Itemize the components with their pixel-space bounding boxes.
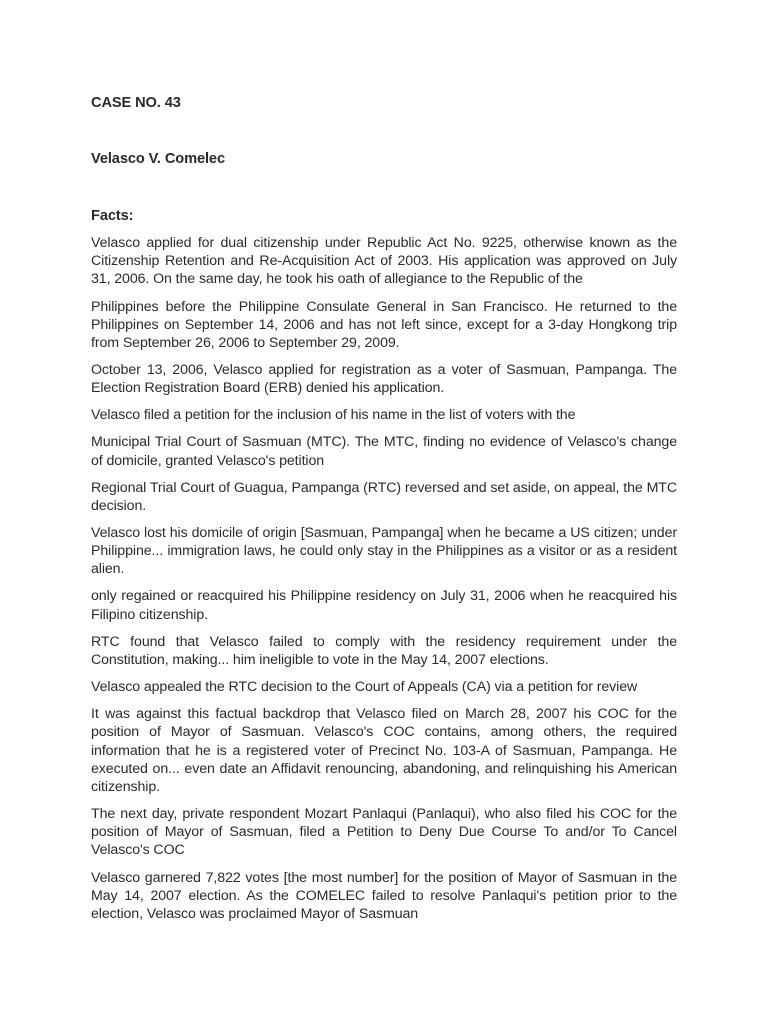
paragraph: Velasco applied for dual citizenship under Republic Act No. 9225, otherwise known as the Citizenship Retention and Re-Acquisition Act of 2003. His application was approved on July 31, 2006. On the same day, he took his oath of allegiance to the Republic of the	[91, 235, 677, 288]
paragraph: The next day, private respondent Mozart Panlaqui (Panlaqui), who also filed his COC for the position of Mayor of Sasmuan, filed a Petition to Deny Due Course To and/or To Cancel Velasco's COC	[91, 806, 677, 859]
paragraph: Velasco garnered 7,822 votes [the most number] for the position of Mayor of Sasmuan in the May 14, 2007 election. As the COMELEC failed to resolve Panlaqui's petition prior to the election, Velasco was proclaimed Mayor of Sasmuan	[91, 869, 677, 922]
paragraph: Velasco appealed the RTC decision to the Court of Appeals (CA) via a petition for review	[91, 679, 638, 696]
paragraph: It was against this factual backdrop that Velasco filed on March 28, 2007 his COC for the position of Mayor of Sasmuan. Velasco's COC contains, among others, the required information that he is a registered voter of Precinct No. 103-A of Sasmuan, Pampanga. He executed on... even date an Affidavit renouncing, abandoning, and relinquishing his American citizenship.	[91, 706, 677, 795]
facts-heading: Facts:	[91, 208, 134, 224]
facts-body	[91, 234, 677, 932]
paragraph: only regained or reacquired his Philippine residency on July 31, 2006 when he reacquired his Filipino citizenship.	[91, 588, 677, 623]
paragraph: Velasco lost his domicile of origin [Sasmuan, Pampanga] when he became a US citizen; under Philippine... immigration laws, he could only stay in the Philippines as a visitor or as a resident alien.	[91, 524, 677, 578]
paragraph: Philippines before the Philippine Consulate General in San Francisco. He returned to the Philippines on September 14, 2006 and has not left since, except for a 3-day Hongkong trip from September 26, 2006 to September 29, 2009.	[91, 298, 677, 351]
paragraph: RTC found that Velasco failed to comply with the residency requirement under the Constitution, making... him ineligible to vote in the May 14, 2007 elections.	[91, 633, 677, 668]
document-page	[91, 0, 677, 1024]
paragraph: Velasco filed a petition for the inclusion of his name in the list of voters with the	[91, 407, 576, 424]
case-title: Velasco V. Comelec	[91, 151, 225, 167]
paragraph: Municipal Trial Court of Sasmuan (MTC). The MTC, finding no evidence of Velasco's change of domicile, granted Velasco's petition	[91, 434, 677, 469]
paragraph: Regional Trial Court of Guagua, Pampanga (RTC) reversed and set aside, on appeal, the MTC decision.	[91, 479, 677, 514]
case-number: CASE NO. 43	[91, 95, 181, 111]
paragraph: October 13, 2006, Velasco applied for registration as a voter of Sasmuan, Pampanga. The Election Registration Board (ERB) denied his application.	[91, 362, 677, 397]
